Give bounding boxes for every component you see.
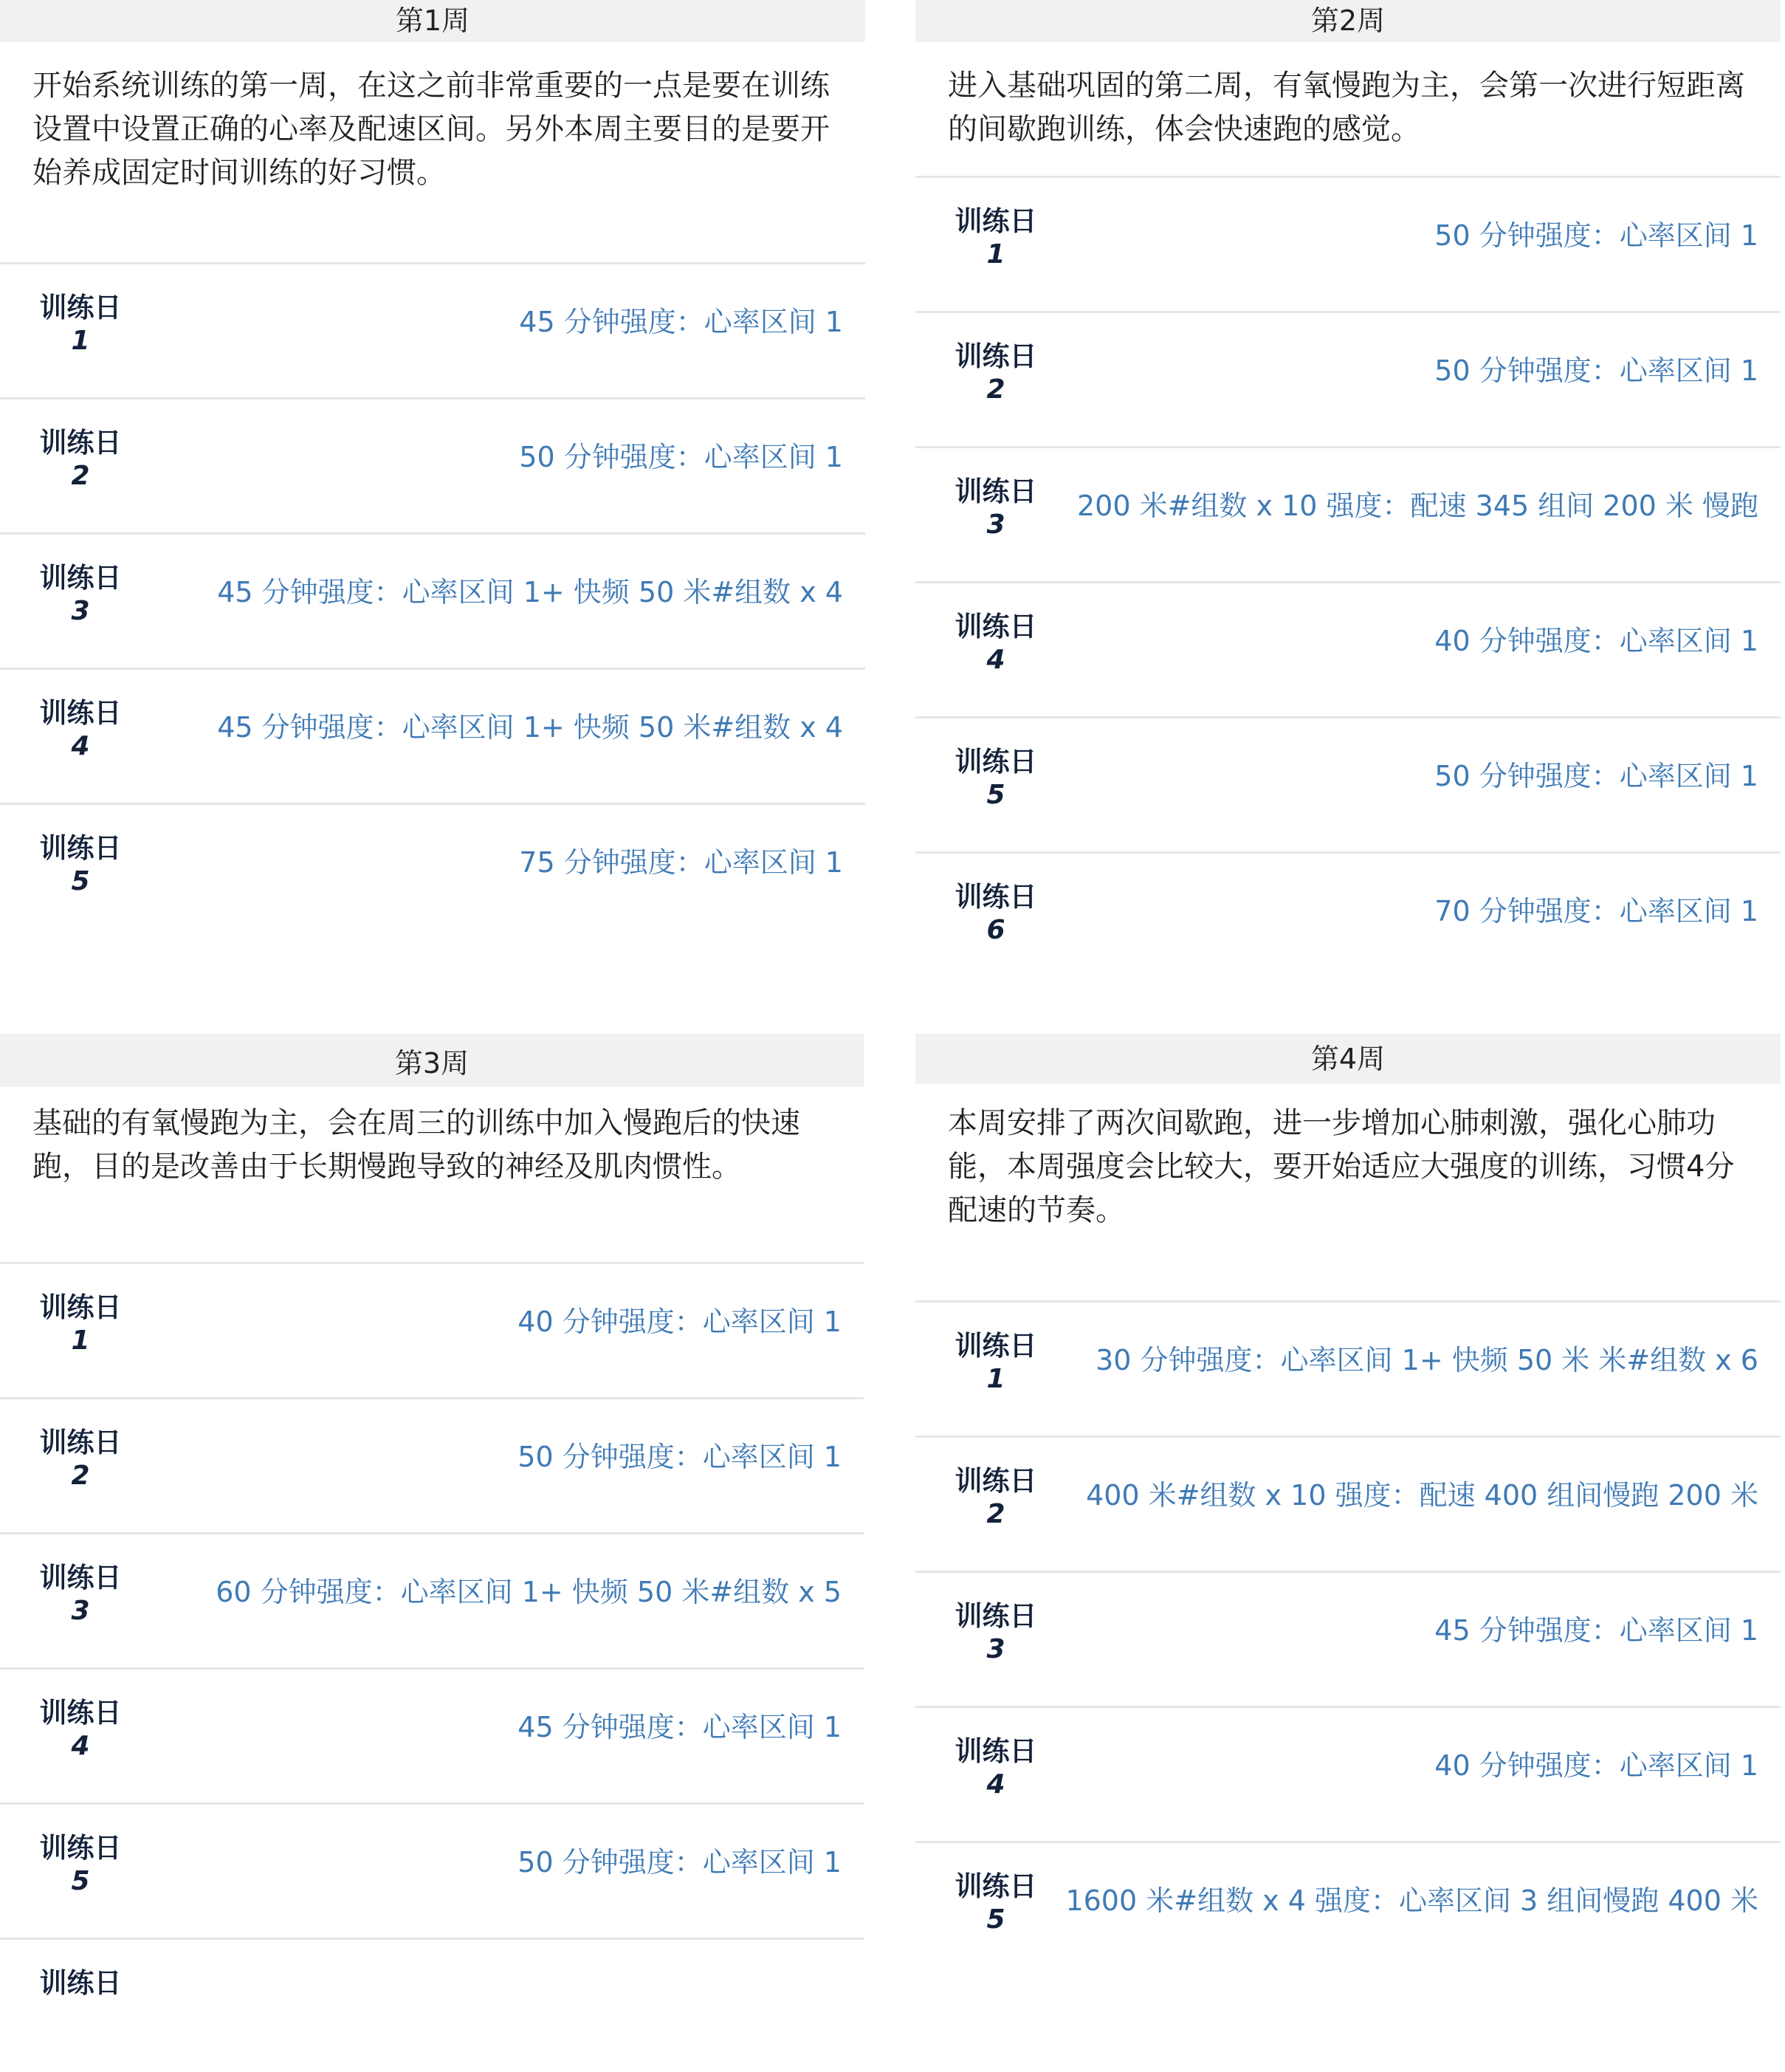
training-day-row[interactable]: [915, 1841, 1781, 1975]
training-day-row[interactable]: [915, 581, 1781, 716]
day-label-text: 训练日: [39, 427, 122, 459]
day-label-text: 训练日: [955, 1330, 1037, 1362]
day-detail-link[interactable]: 30 分钟强度：心率区间 1+ 快频 50 米 米#组数 x 6: [1096, 1344, 1758, 1376]
day-label: [948, 1735, 1044, 1801]
day-number: 1: [71, 1325, 90, 1356]
day-number: 4: [71, 1731, 90, 1761]
day-label: [948, 1464, 1044, 1531]
day-label-text: 训练日: [39, 1427, 122, 1458]
day-detail-link[interactable]: 40 分钟强度：心率区间 1: [1434, 625, 1758, 657]
day-number: 2: [71, 1461, 90, 1491]
week-panel-3: [0, 1034, 864, 1999]
training-day-row[interactable]: [915, 1571, 1781, 1705]
week-title: 第4周: [915, 1034, 1781, 1084]
day-number: 2: [71, 461, 90, 491]
day-label: [948, 1599, 1044, 1666]
day-number: 5: [986, 780, 1005, 810]
day-label: [32, 1966, 128, 2000]
week-title: 第1周: [0, 0, 865, 42]
training-day-row[interactable]: [0, 1397, 864, 1531]
day-label: [948, 880, 1044, 947]
training-day-row[interactable]: [915, 716, 1781, 851]
day-label-text: 训练日: [955, 1600, 1037, 1632]
day-label: [32, 291, 128, 357]
training-day-row[interactable]: [915, 446, 1781, 580]
week-panel-1: [0, 0, 865, 1034]
training-day-row[interactable]: [0, 397, 865, 532]
training-day-row[interactable]: [915, 1435, 1781, 1570]
day-label-text: 训练日: [39, 1967, 122, 1999]
day-number: 3: [71, 596, 90, 626]
day-label-text: 训练日: [955, 1465, 1037, 1497]
day-label: [32, 1561, 128, 1627]
day-label: [32, 831, 128, 898]
week-panel-4: [915, 1034, 1781, 1980]
day-detail-link[interactable]: 1600 米#组数 x 4 强度：心率区间 3 组间慢跑 400 米: [1065, 1884, 1758, 1917]
day-number: 5: [71, 1866, 90, 1896]
training-day-row[interactable]: [0, 803, 865, 937]
day-label: [948, 1870, 1044, 1936]
week-title: 第3周: [0, 1034, 864, 1087]
day-number: 4: [986, 1769, 1005, 1800]
day-detail-link[interactable]: 60 分钟强度：心率区间 1+ 快频 50 米#组数 x 5: [216, 1576, 842, 1608]
day-detail-link[interactable]: 45 分钟强度：心率区间 1+ 快频 50 米#组数 x 4: [217, 711, 843, 744]
day-label: [32, 696, 128, 763]
day-label: [32, 1831, 128, 1898]
day-number: 3: [986, 510, 1005, 540]
day-label-text: 训练日: [39, 562, 122, 594]
day-label: [948, 340, 1044, 406]
day-label-text: 训练日: [955, 205, 1037, 237]
day-number: 6: [986, 915, 1005, 945]
day-number: 3: [986, 1634, 1005, 1664]
week-description: 本周安排了两次间歇跑，进一步增加心肺刺激，强化心肺功能，本周强度会比较大，要开始适应大强度的训练，习惯4分配速的节奏。: [948, 1106, 1735, 1227]
training-day-row[interactable]: [0, 532, 865, 667]
day-label: [32, 1696, 128, 1763]
day-detail-link[interactable]: 200 米#组数 x 10 强度：配速 345 组间 200 米 慢跑: [1077, 490, 1758, 522]
day-label-text: 训练日: [39, 697, 122, 729]
day-detail-link[interactable]: 50 分钟强度：心率区间 1: [1434, 219, 1758, 252]
week-panel-2: [915, 0, 1781, 1034]
week-description: 基础的有氧慢跑为主，会在周三的训练中加入慢跑后的快速跑，目的是改善由于长期慢跑导致的神经及肌肉惯性。: [32, 1106, 800, 1184]
day-label: [948, 745, 1044, 812]
day-label-text: 训练日: [955, 340, 1037, 372]
day-detail-link[interactable]: 50 分钟强度：心率区间 1: [519, 441, 843, 473]
day-label-text: 训练日: [39, 1562, 122, 1594]
training-day-row[interactable]: [915, 1300, 1781, 1435]
day-number: 2: [986, 374, 1005, 405]
training-day-row[interactable]: [0, 668, 865, 802]
day-number: 1: [71, 326, 90, 356]
day-detail-link[interactable]: 45 分钟强度：心率区间 1+ 快频 50 米#组数 x 4: [217, 576, 843, 608]
day-number: 3: [71, 1596, 90, 1626]
day-label-text: 训练日: [955, 611, 1037, 642]
day-label: [948, 610, 1044, 676]
day-label-text: 训练日: [955, 476, 1037, 507]
day-label-text: 训练日: [39, 1832, 122, 1864]
day-number: 5: [986, 1904, 1005, 1935]
day-label-text: 训练日: [39, 832, 122, 864]
day-label-text: 训练日: [955, 746, 1037, 778]
day-detail-link[interactable]: 400 米#组数 x 10 强度：配速 400 组间慢跑 200 米: [1086, 1479, 1758, 1512]
day-detail-link[interactable]: 45 分钟强度：心率区间 1: [519, 306, 843, 338]
day-detail-link[interactable]: 50 分钟强度：心率区间 1: [1434, 760, 1758, 792]
day-detail-link[interactable]: 40 分钟强度：心率区间 1: [1434, 1749, 1758, 1782]
day-label: [32, 426, 128, 493]
day-label: [948, 205, 1044, 271]
training-day-row[interactable]: [0, 1262, 864, 1396]
training-day-row[interactable]: [915, 1706, 1781, 1840]
training-day-row[interactable]: [0, 262, 865, 397]
day-number: 1: [986, 239, 1005, 270]
day-detail-link[interactable]: 40 分钟强度：心率区间 1: [517, 1306, 842, 1338]
training-day-row[interactable]: [0, 1667, 864, 1802]
training-day-row[interactable]: [915, 851, 1781, 986]
week-description: 开始系统训练的第一周，在这之前非常重要的一点是要在训练设置中设置正确的心率及配速区间。另外本周主要目的是要开始养成固定时间训练的好习惯。: [32, 69, 830, 190]
day-label-text: 训练日: [39, 292, 122, 323]
training-day-row[interactable]: [0, 1938, 864, 2072]
day-detail-link[interactable]: 50 分钟强度：心率区间 1: [517, 1441, 842, 1473]
day-number: 4: [986, 645, 1005, 675]
day-label-text: 训练日: [39, 1697, 122, 1729]
day-detail-link[interactable]: 50 分钟强度：心率区间 1: [517, 1846, 842, 1879]
day-detail-link[interactable]: 70 分钟强度：心率区间 1: [1434, 895, 1758, 927]
training-day-row[interactable]: [915, 176, 1781, 310]
training-day-row[interactable]: [0, 1532, 864, 1667]
week-title: 第2周: [915, 0, 1781, 42]
day-number: 5: [71, 866, 90, 896]
day-detail-link[interactable]: 75 分钟强度：心率区间 1: [519, 846, 843, 879]
week-description: 进入基础巩固的第二周，有氧慢跑为主，会第一次进行短距离的间歇跑训练，体会快速跑的感觉。: [948, 69, 1745, 146]
day-number: 4: [71, 731, 90, 761]
training-day-row[interactable]: [915, 311, 1781, 445]
day-label: [948, 475, 1044, 541]
training-day-row[interactable]: [0, 1802, 864, 1937]
day-label: [32, 561, 128, 628]
day-label: [32, 1291, 128, 1357]
day-label: [948, 1329, 1044, 1396]
day-detail-link[interactable]: 45 分钟强度：心率区间 1: [517, 1711, 842, 1743]
day-label-text: 训练日: [955, 1735, 1037, 1767]
day-label-text: 训练日: [955, 1870, 1037, 1902]
day-number: 1: [986, 1364, 1005, 1394]
day-label-text: 训练日: [39, 1291, 122, 1323]
day-label-text: 训练日: [955, 881, 1037, 913]
day-number: 2: [986, 1499, 1005, 1529]
day-label: [32, 1426, 128, 1492]
day-detail-link[interactable]: 50 分钟强度：心率区间 1: [1434, 354, 1758, 387]
day-detail-link[interactable]: 45 分钟强度：心率区间 1: [1434, 1614, 1758, 1647]
